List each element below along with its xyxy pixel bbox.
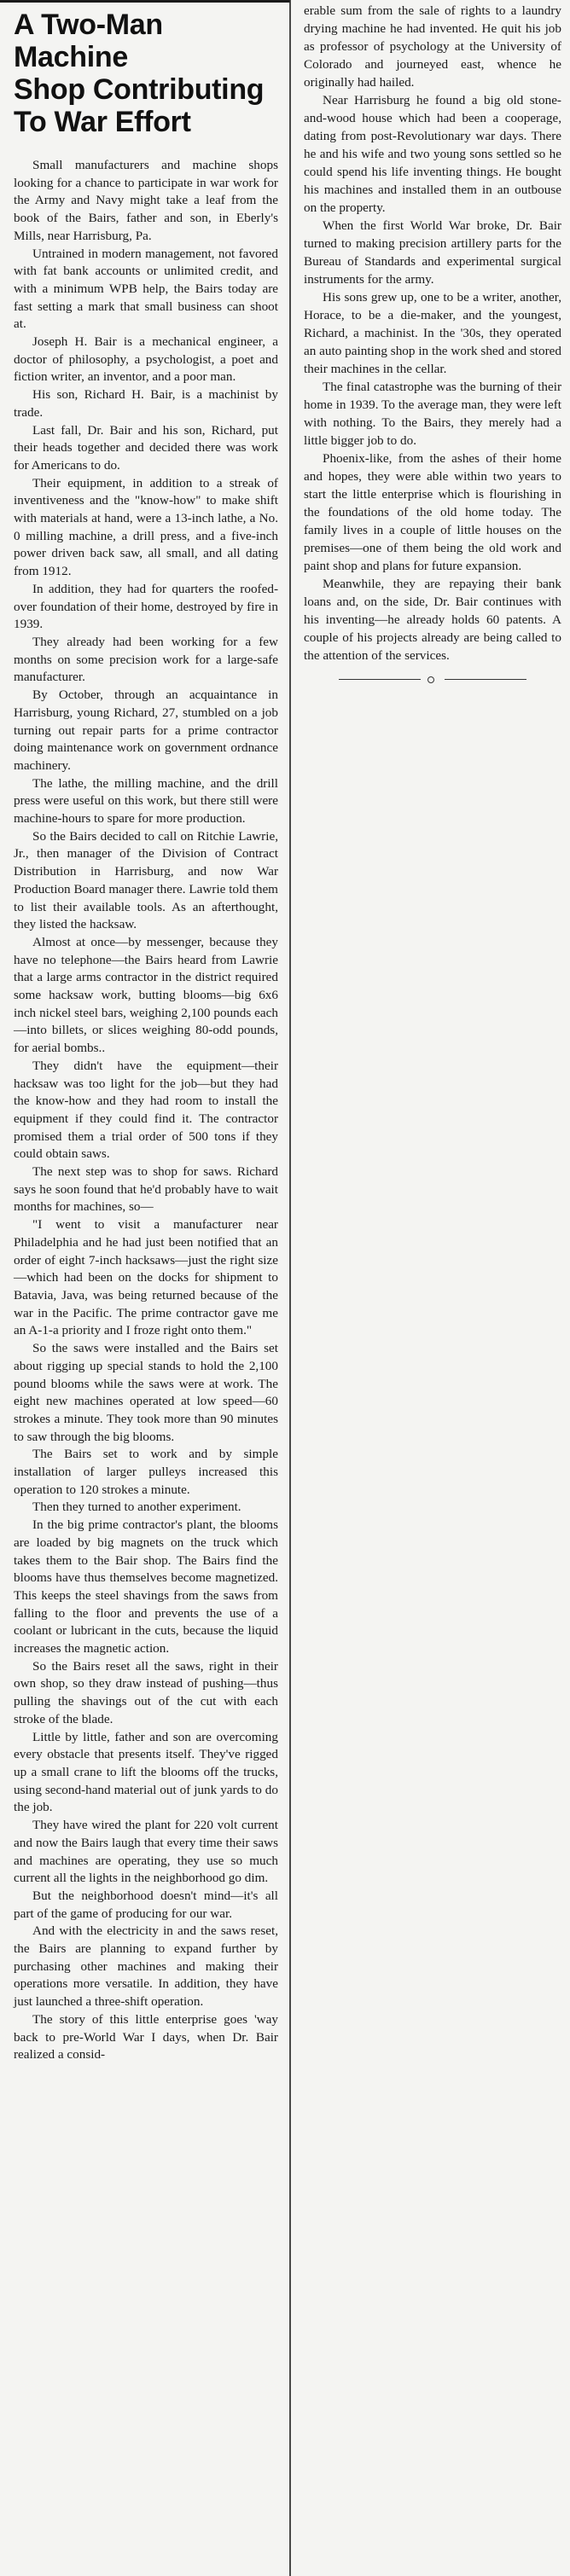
paragraph: Joseph H. Bair is a mechanical engineer, a doctor of philosophy, a psychologist, a poet and fiction writer, an inventor, and a poor man. bbox=[14, 334, 278, 385]
paragraph: By October, through an acquaintance in Harrisburg, young Richard, 27, stumbled on a job turning out repair parts for a prime contractor doing maintenance work on government ordnance machinery. bbox=[14, 688, 278, 773]
paragraph: They have wired the plant for 220 volt current and now the Bairs laugh that every time their saws and machines are operating, they use so much current all the lights in the neighborhood go dim. bbox=[14, 1818, 278, 1886]
column-rule bbox=[289, 0, 291, 2576]
paragraph: In addition, they had for quarters the roofed-over foundation of their home, destroyed by fire in 1939. bbox=[14, 581, 278, 632]
paragraph: Phoenix-like, from the ashes of their home and hopes, they were able within two years to start the little enterprise which is flourishing in the foundations of the old home today. The family lives in a couple of little houses on the premises—one of them being the old work and paint shop and plans for future expansion. bbox=[304, 451, 561, 573]
paragraph: Last fall, Dr. Bair and his son, Richard, put their heads together and decided there was work for Americans to do. bbox=[14, 422, 278, 473]
headline-line: A Two-Man Machine bbox=[14, 9, 163, 73]
paragraph: So the saws were installed and the Bairs set about rigging up special stands to hold the 2,100 pound blooms while the saws were at work. The eight new machines operated at low speed—60 strokes a minute. They took more than 90 minutes to saw through the big blooms. bbox=[14, 1341, 278, 1444]
paragraph: Then they turned to another experiment. bbox=[32, 1500, 241, 1515]
paragraph: In the big prime contractor's plant, the blooms are loaded by big magnets on the truck which takes them to the Bair shop. The Bairs find the blooms have thus themselves become magnetized. This keeps the steel shavings from the saws from falling to the floor and prevents the use of a coolant or lubricant in the cuts, because the liquid increases the magnetic action. bbox=[14, 1517, 278, 1656]
paragraph: Little by little, father and son are overcoming every obstacle that presents itself. They've rigged up a small crane to lift the blooms off the trucks, using second-hand material out of junk yards to do the job. bbox=[14, 1729, 278, 1815]
ornament-rule-right bbox=[445, 679, 526, 680]
paragraph: Small manufacturers and machine shops looking for a chance to participate in war work for the Army and Navy might take a leaf from the book of the Bairs, father and son, in Eberly's Mills, near Harrisburg, Pa. bbox=[14, 158, 278, 243]
paragraph: His son, Richard H. Bair, is a machinist by trade. bbox=[14, 387, 278, 420]
paragraph: When the first World War broke, Dr. Bair turned to making precision artillery parts for the Bureau of Standards and experimental surgical instruments for the army. bbox=[304, 218, 561, 287]
paragraph: Untrained in modern management, not favored with fat bank accounts or unlimited credit, and with a minimum WPB help, the Bairs today are fast setting a mark that small business can shoot at. bbox=[14, 246, 278, 332]
ornament-rule-left bbox=[339, 679, 421, 680]
right-column bbox=[294, 0, 570, 685]
paragraph: Their equipment, in addition to a streak of inventiveness and the "know-how" to make shift with materials at hand, were a 13-inch lathe, a No. 0 milling machine, a drill press, and a five-inch power driven back saw, all small, and all dating from 1912. bbox=[14, 475, 278, 579]
paragraph: Meanwhile, they are repaying their bank loans and, on the side, Dr. Bair continues with his inventing—he already holds 60 patents. A couple of his projects already are being called to the attention of the services. bbox=[304, 577, 561, 663]
paragraph: But the neighborhood doesn't mind—it's all part of the game of producing for our war. bbox=[14, 1888, 278, 1921]
paragraph: So the Bairs reset all the saws, right in their own shop, so they draw instead of pushing—thus pulling the shavings out of the cut with each stroke of the blade. bbox=[14, 1658, 278, 1726]
headline-line: Shop Contributing bbox=[14, 73, 265, 106]
paragraph: His sons grew up, one to be a writer, another, Horace, to be a die-maker, and the youngest, Richard, a machinist. In the '30s, they operated an auto painting shop in the work shed and stored their machines in the cellar. bbox=[304, 290, 561, 376]
right-body-text bbox=[304, 2, 561, 664]
headline bbox=[14, 9, 278, 138]
paragraph: And with the electricity in and the saws reset, the Bairs are planning to expand further by purchasing other machines and making their operations more versatile. In addition, they have just launched a three-shift operation. bbox=[14, 1923, 278, 2010]
paragraph: The lathe, the milling machine, and the drill press were useful on this work, but there still were machine-hours to spare for more production. bbox=[14, 775, 278, 827]
paragraph: The final catastrophe was the burning of their home in 1939. To the average man, they were left with nothing. To the Bairs, they merely had a little bigger job to do. bbox=[304, 380, 561, 448]
paragraph: "I went to visit a manufacturer near Philadelphia and he had just been notified that an order of eight 7-inch hacksaws—just the right size—which had been on the docks for shipment to Batavia, Java, was being returned because of the war in the Pacific. The prime contractor gave me an A-1-a priority and I froze right onto them." bbox=[14, 1217, 278, 1338]
headline-line: To War Effort bbox=[14, 106, 191, 138]
paragraph-continued: erable sum from the sale of rights to a laundry drying machine he had invented. He quit his job as professor of psychology at the University of Colorado and journeyed east, whence he originally had hailed. bbox=[304, 3, 561, 90]
paragraph: Almost at once—by messenger, because they have no telephone—the Bairs heard from Lawrie that a large arms contractor in the district required some hacksaw work, butting blooms—big 6x6 inch nickel steel bars, weighing 2,100 pounds each—into billets, or slices weighing 80-odd pounds, for aerial bombs.. bbox=[14, 934, 278, 1056]
ornament-dot bbox=[428, 676, 434, 683]
paragraph: Near Harrisburg he found a big old stone-and-wood house which had been a cooperage, dating from post-Revolutionary war days. There he and his wife and two young sons settled so he could spend his life inventing things. He bought his machines and installed them in an outbouse on the property. bbox=[304, 93, 561, 215]
paragraph: So the Bairs decided to call on Ritchie Lawrie, Jr., then manager of the Division of Contract Distribution in Harrisburg, and now War Production Board manager there. Lawrie told them to list their available tools. As an afterthought, they listed the hacksaw. bbox=[14, 828, 278, 932]
left-body-text bbox=[14, 157, 278, 2064]
paragraph: The story of this little enterprise goes 'way back to pre-World War I days, when Dr. Bair realized a consid- bbox=[14, 2011, 278, 2063]
end-of-article-ornament bbox=[339, 675, 526, 685]
paragraph: They didn't have the equipment—their hacksaw was too light for the job—but they had the know-how and they had room to install the equipment if they could find it. The contractor promised them a trial order of 500 tons if they could obtain saws. bbox=[14, 1058, 278, 1162]
paragraph: They already had been working for a few months on some precision work for a large-safe manufacturer. bbox=[14, 634, 278, 685]
paragraph: The next step was to shop for saws. Richard says he soon found that he'd probably have to wait months for machines, so— bbox=[14, 1164, 278, 1215]
paragraph: The Bairs set to work and by simple installation of larger pulleys increased this operation to 120 strokes a minute. bbox=[14, 1447, 278, 1497]
left-column bbox=[0, 0, 287, 2064]
